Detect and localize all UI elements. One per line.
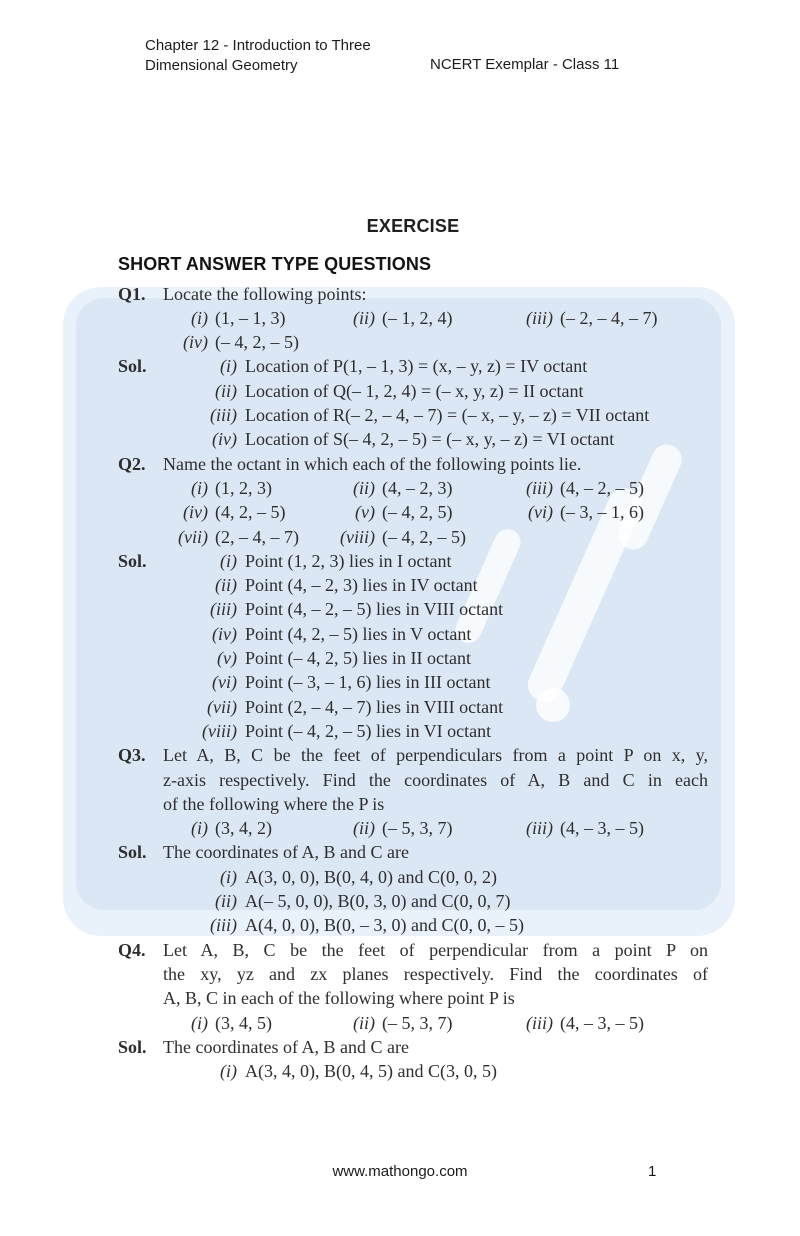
solution-intro-row [118,1035,708,1059]
solution-text: Location of S(– 4, 2, – 5) = (– x, y, – z) = VI octant [245,429,615,450]
solution-row [118,427,708,451]
question-q2 [118,452,708,476]
solution-text: A(3, 0, 0), B(0, 4, 0) and C(0, 0, 2) [245,866,497,887]
option-value: (– 4, 2, – 5) [215,332,299,353]
solution-text: Location of R(– 2, – 4, – 7) = (– x, – y, – z) = VII octant [245,405,650,426]
option-value: (– 2, – 4, – 7) [560,307,658,328]
option-value: (2, – 4, – 7) [215,526,299,547]
solution-row [118,865,708,889]
solution-numeral: (ii) [215,380,237,401]
option-numeral: (iv) [183,332,208,353]
question-q4 [118,938,708,1011]
solution-numeral: (iv) [212,623,237,644]
option-numeral: (v) [355,502,375,523]
solution-label-spacer [118,695,163,719]
solution-numeral: (iii) [210,599,237,620]
option-numeral: (i) [191,818,208,839]
option-item [330,525,508,549]
header-chapter-title [145,36,371,76]
solution-label-spacer [118,379,163,403]
option-item [508,476,708,500]
solution-label-spacer [118,403,163,427]
solution-text: Point (1, 2, 3) lies in I octant [245,550,452,571]
solution-text: A(3, 4, 0), B(0, 4, 5) and C(3, 0, 5) [245,1061,497,1082]
question-label: Q4. [118,939,146,960]
option-item [330,1011,508,1035]
question-text-line: Let A, B, C be the feet of perpendiculars from a point P on x, y, [163,745,708,766]
option-item [330,476,508,500]
option-numeral: (vii) [178,526,208,547]
option-item [163,500,330,524]
option-numeral: (i) [191,477,208,498]
solution-text: Point (– 4, 2, 5) lies in II octant [245,648,471,669]
section-heading: SHORT ANSWER TYPE QUESTIONS [118,254,432,275]
option-row [118,306,708,330]
option-item [163,816,330,840]
option-row [118,816,708,840]
solution-text: Point (4, – 2, – 5) lies in VIII octant [245,599,504,620]
solution-text: Point (2, – 4, – 7) lies in VIII octant [245,696,504,717]
question-text-line: z-axis respectively. Find the coordinates of A, B and C in each [163,769,708,790]
solution-row [118,889,708,913]
option-value: (3, 4, 5) [215,1012,272,1033]
option-numeral: (i) [191,307,208,328]
option-item [508,1011,708,1035]
question-label: Q1. [118,283,146,304]
solution-numeral: (v) [217,648,237,669]
option-value: (– 5, 3, 7) [382,1012,453,1033]
solution-label-spacer [118,889,163,913]
content-column [118,214,708,1083]
option-item [163,476,330,500]
solution-row [118,403,708,427]
option-value: (– 1, 2, 4) [382,307,453,328]
solution-numeral: (viii) [202,720,237,741]
solution-row [118,622,708,646]
option-numeral: (iii) [526,818,553,839]
solution-numeral: (vii) [207,696,237,717]
header-book-title: NCERT Exemplar - Class 11 [430,56,620,73]
solution-row [118,719,708,743]
option-item [163,306,330,330]
solution-numeral: (i) [220,866,237,887]
option-item [330,816,508,840]
option-numeral: (iii) [526,1012,553,1033]
solution-label-spacer [118,913,163,937]
solution-intro: The coordinates of A, B and C are [163,1036,409,1057]
solution-intro: The coordinates of A, B and C are [163,842,409,863]
option-value: (4, – 2, – 5) [560,477,644,498]
solution-text: Point (– 4, 2, – 5) lies in VI octant [245,720,492,741]
solution-intro-row [118,840,708,864]
solution-label-spacer [118,646,163,670]
solution-text: Location of Q(– 1, 2, 4) = (– x, y, z) = II octant [245,380,584,401]
solution-text: A(4, 0, 0), B(0, – 3, 0) and C(0, 0, – 5) [245,915,524,936]
question-text-line: Let A, B, C be the feet of perpendicular from a point P on [163,939,708,960]
option-value: (– 3, – 1, 6) [560,502,644,523]
option-value: (– 4, 2, 5) [382,502,453,523]
solution-text: Point (4, – 2, 3) lies in IV octant [245,575,478,596]
option-numeral: (ii) [353,818,375,839]
solution-numeral: (iii) [210,915,237,936]
solution-row [118,695,708,719]
option-value: (– 4, 2, – 5) [382,526,466,547]
option-item [163,525,330,549]
solution-label: Sol. [118,842,147,863]
option-item [163,1011,330,1035]
solution-label-spacer [118,865,163,889]
exercise-title: EXERCISE [366,216,460,236]
solution-label-spacer [118,1059,163,1083]
solution-label: Sol. [118,356,147,377]
footer-page-number: 1 [648,1163,657,1180]
solution-row [118,549,708,573]
option-numeral: (vi) [528,502,553,523]
option-numeral: (iii) [526,307,553,328]
option-numeral: (ii) [353,1012,375,1033]
option-value: (1, – 1, 3) [215,307,286,328]
question-text-line: of the following where the P is [163,793,385,814]
solution-row [118,573,708,597]
solution-row [118,646,708,670]
option-value: (3, 4, 2) [215,818,272,839]
solution-text: Location of P(1, – 1, 3) = (x, – y, z) = IV octant [245,356,588,377]
solution-row [118,913,708,937]
solution-row [118,597,708,621]
solution-label-spacer [118,670,163,694]
header-chapter-line2: Dimensional Geometry [145,57,298,74]
option-numeral: (viii) [340,526,375,547]
question-text-line: the xy, yz and zx planes respectively. Find the coordinates of [163,963,708,984]
option-row [118,525,708,549]
option-row [118,330,708,354]
solution-row [118,1059,708,1083]
solution-row [118,670,708,694]
solution-label-spacer [118,573,163,597]
solution-row [118,354,708,378]
solution-label-spacer [118,427,163,451]
option-numeral: (iii) [526,477,553,498]
solution-label-spacer [118,622,163,646]
option-value: (– 5, 3, 7) [382,818,453,839]
question-label: Q3. [118,745,146,766]
option-numeral: (i) [191,1012,208,1033]
option-item [330,306,508,330]
question-text [163,938,708,1011]
solution-numeral: (vi) [212,672,237,693]
solution-label: Sol. [118,1036,147,1057]
footer-url: www.mathongo.com [332,1163,468,1180]
solution-numeral: (iii) [210,405,237,426]
option-value: (4, – 3, – 5) [560,1012,644,1033]
solution-label-spacer [118,597,163,621]
question-text-line: A, B, C in each of the following where point P is [163,988,515,1009]
solution-numeral: (iv) [212,429,237,450]
solution-text: Point (– 3, – 1, 6) lies in III octant [245,672,491,693]
option-item [163,330,330,354]
solution-row [118,379,708,403]
option-numeral: (ii) [353,307,375,328]
option-item [508,500,708,524]
solution-numeral: (i) [220,356,237,377]
option-row [118,500,708,524]
option-value: (1, 2, 3) [215,477,272,498]
header-chapter-line1: Chapter 12 - Introduction to Three [145,37,371,54]
solution-numeral: (ii) [215,575,237,596]
option-numeral: (iv) [183,502,208,523]
question-text [163,743,708,816]
question-text: Locate the following points: [163,283,367,304]
solution-label-spacer [118,719,163,743]
solution-numeral: (i) [220,1061,237,1082]
option-item [508,816,708,840]
question-text: Name the octant in which each of the following points lie. [163,453,582,474]
option-item [330,500,508,524]
question-q3 [118,743,708,816]
question-q1 [118,282,708,306]
option-item [508,306,708,330]
solution-text: Point (4, 2, – 5) lies in V octant [245,623,472,644]
solution-label: Sol. [118,550,147,571]
option-row [118,476,708,500]
option-row [118,1011,708,1035]
solution-text: A(– 5, 0, 0), B(0, 3, 0) and C(0, 0, 7) [245,891,511,912]
solution-numeral: (ii) [215,891,237,912]
option-numeral: (ii) [353,477,375,498]
solution-numeral: (i) [220,550,237,571]
option-value: (4, – 2, 3) [382,477,453,498]
option-value: (4, 2, – 5) [215,502,286,523]
question-label: Q2. [118,453,146,474]
option-value: (4, – 3, – 5) [560,818,644,839]
